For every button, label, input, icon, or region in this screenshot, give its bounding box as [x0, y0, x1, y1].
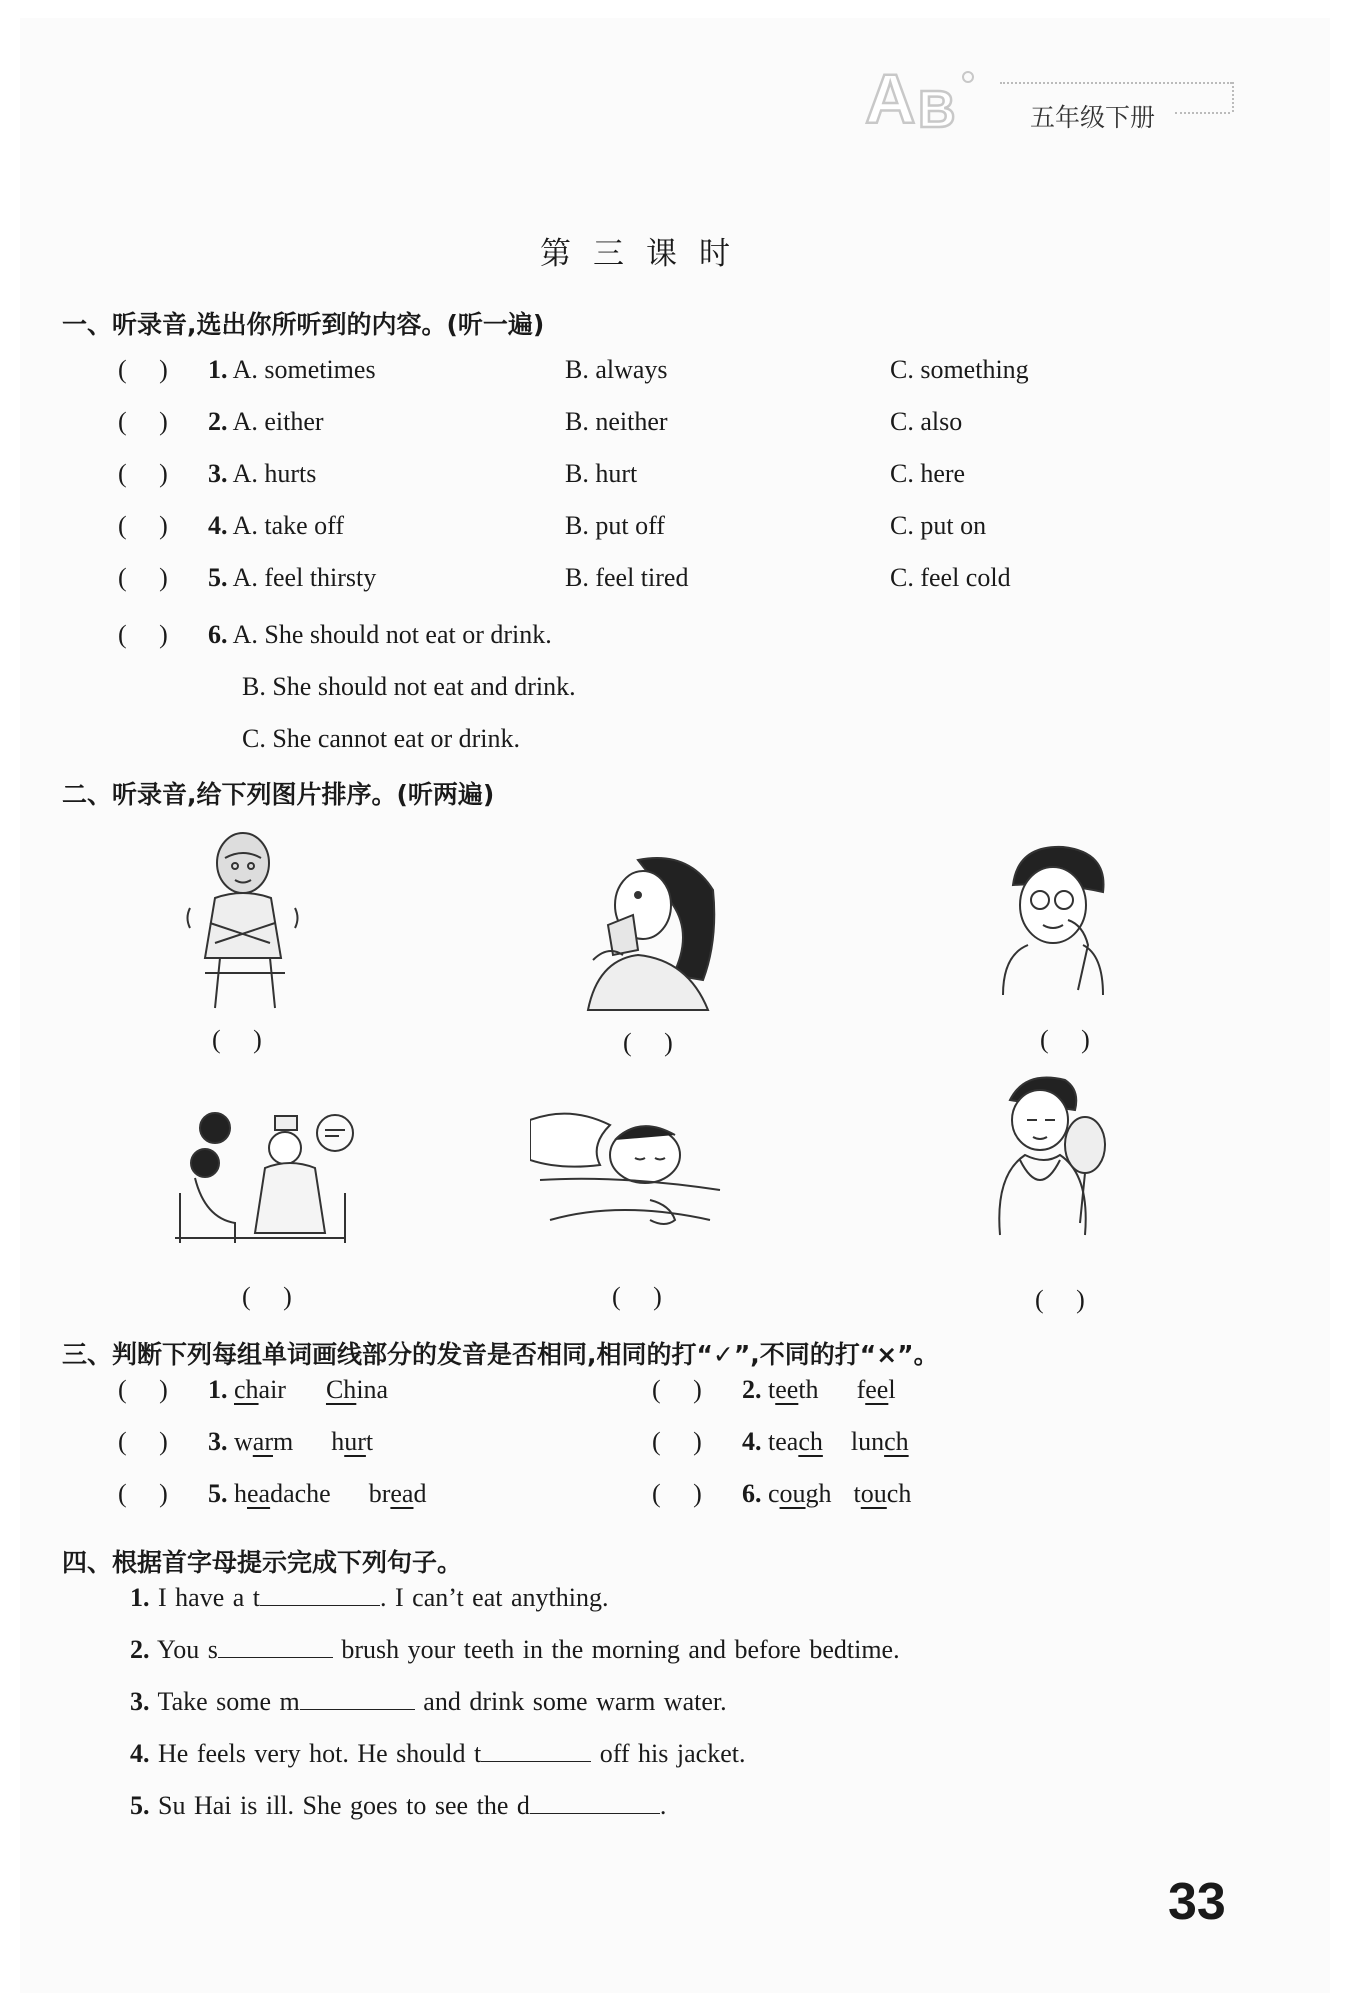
question-number: 1.	[130, 1583, 150, 1612]
sentence-end: off his jacket.	[591, 1739, 746, 1768]
option-b: B. hurt	[565, 459, 638, 488]
underlined-letters: ar	[252, 1427, 273, 1456]
word-part: ina	[356, 1375, 389, 1404]
answer-bracket[interactable]: ( )	[118, 511, 168, 540]
section4-title: 四、根据首字母提示完成下列句子。	[62, 1548, 463, 1577]
word-2	[326, 1375, 388, 1404]
answer-bracket[interactable]: ( )	[1040, 1025, 1090, 1054]
underlined-letters: ea	[390, 1479, 414, 1508]
answer-bracket[interactable]: ( )	[118, 1427, 168, 1456]
answer-bracket[interactable]: ( )	[1035, 1285, 1085, 1314]
question-row	[208, 459, 316, 489]
doctor-visit-icon	[175, 1108, 355, 1248]
answer-bracket[interactable]: ( )	[118, 355, 168, 384]
question-number: 5.	[130, 1791, 150, 1820]
sentence-row	[130, 1739, 745, 1769]
option-c: C. put on	[890, 511, 987, 540]
underlined-letters: ee	[775, 1375, 799, 1404]
option-c: C. something	[890, 355, 1029, 384]
word-1	[768, 1375, 819, 1404]
svg-text:A: A	[865, 60, 916, 135]
question-row	[208, 511, 344, 541]
word-1	[234, 1375, 286, 1404]
question-number: 2.	[208, 407, 228, 436]
word-pair	[208, 1427, 373, 1457]
word-part: gh	[805, 1479, 832, 1508]
word-part: h	[331, 1427, 345, 1456]
sentence-row	[130, 1635, 900, 1665]
question-number: 4.	[208, 511, 228, 540]
question-number: 4.	[130, 1739, 150, 1768]
underlined-letters: ea	[247, 1479, 271, 1508]
question-number: 1.	[208, 355, 228, 384]
word-part: l	[888, 1375, 896, 1404]
option-a: A. She should not eat or drink.	[232, 620, 552, 649]
answer-blank[interactable]	[260, 1583, 380, 1606]
header-rule	[1000, 82, 1232, 84]
answer-bracket[interactable]: ( )	[118, 459, 168, 488]
answer-bracket[interactable]: ( )	[118, 563, 168, 592]
answer-bracket[interactable]: ( )	[623, 1028, 673, 1057]
word-pair	[208, 1479, 426, 1509]
option-a: A. either	[232, 407, 324, 436]
underlined-letters: ou	[779, 1479, 806, 1508]
section2-title: 二、听录音,给下列图片排序。(听两遍)	[62, 780, 495, 809]
answer-bracket[interactable]: ( )	[612, 1282, 662, 1311]
option-a: A. hurts	[232, 459, 317, 488]
word-1	[234, 1427, 293, 1456]
answer-bracket[interactable]: ( )	[118, 1375, 168, 1404]
option-c: C. She cannot eat or drink.	[242, 724, 520, 753]
question-number: 2.	[130, 1635, 150, 1664]
option-a: A. take off	[232, 511, 345, 540]
word-1	[768, 1479, 832, 1508]
word-part: air	[258, 1375, 286, 1404]
question-number: 5.	[208, 563, 228, 592]
word-part: h	[234, 1479, 247, 1508]
word-2	[331, 1427, 373, 1456]
question-row	[208, 407, 324, 437]
answer-bracket[interactable]: ( )	[652, 1427, 702, 1456]
underlined-letters: Ch	[325, 1375, 357, 1404]
question-row	[208, 355, 376, 385]
option-b: B. always	[565, 355, 668, 384]
answer-bracket[interactable]: ( )	[212, 1025, 262, 1054]
page-number: 33	[1168, 1873, 1226, 1931]
underlined-letters: ch	[884, 1427, 909, 1456]
question-number: 3.	[208, 1427, 228, 1456]
option-b: B. She should not eat and drink.	[242, 672, 576, 701]
boy-toothache-icon	[998, 845, 1108, 995]
answer-bracket[interactable]: ( )	[242, 1282, 292, 1311]
option-c: C. here	[890, 459, 966, 488]
sentence-start: He feels very hot. He should t	[158, 1739, 482, 1768]
word-part: ch	[886, 1479, 912, 1508]
question-number: 1.	[208, 1375, 228, 1404]
question-number: 6.	[208, 620, 228, 649]
question-number: 5.	[208, 1479, 228, 1508]
man-hot-fan-icon	[985, 1075, 1115, 1245]
question-number: 2.	[742, 1375, 762, 1404]
word-pair	[742, 1479, 911, 1509]
option-c: C. also	[890, 407, 963, 436]
section3-title: 三、判断下列每组单词画线部分的发音是否相同,相同的打“✓”,不同的打“×”。	[62, 1340, 939, 1369]
word-pair	[742, 1375, 896, 1405]
answer-bracket[interactable]: ( )	[118, 1479, 168, 1508]
header-rule	[1232, 82, 1234, 112]
word-part: m	[272, 1427, 294, 1456]
girl-drinking-icon	[568, 850, 718, 1015]
option-b: B. put off	[565, 511, 665, 540]
word-pair	[742, 1427, 909, 1457]
word-part: t	[365, 1427, 374, 1456]
word-2	[857, 1375, 896, 1404]
sentence-start: Take some m	[157, 1687, 300, 1716]
sentence-end: brush your teeth in the morning and before bedtime.	[332, 1635, 900, 1664]
sentence-row	[130, 1791, 666, 1821]
option-b: B. feel tired	[565, 563, 689, 592]
question-number: 3.	[130, 1687, 150, 1716]
word-part: t	[853, 1479, 861, 1508]
sentence-row	[130, 1687, 727, 1717]
grade-label: 五年级下册	[1030, 103, 1156, 132]
option-b: B. neither	[565, 407, 668, 436]
old-woman-cold-icon	[185, 828, 300, 1013]
sentence-start: Su Hai is ill. She goes to see the d	[158, 1791, 530, 1820]
option-a: A. sometimes	[232, 355, 376, 384]
option-a: A. feel thirsty	[232, 563, 377, 592]
sentence-end: . I can’t eat anything.	[380, 1583, 609, 1612]
word-part: d	[413, 1479, 427, 1508]
answer-blank[interactable]	[481, 1739, 591, 1762]
answer-bracket[interactable]: ( )	[652, 1375, 702, 1404]
word-2	[854, 1479, 912, 1508]
underlined-letters: ur	[344, 1427, 366, 1456]
word-2	[851, 1427, 909, 1456]
underlined-letters: ch	[798, 1427, 823, 1456]
question-number: 6.	[742, 1479, 762, 1508]
answer-bracket[interactable]: ( )	[118, 620, 168, 649]
word-part: t	[768, 1375, 776, 1404]
answer-blank[interactable]	[530, 1791, 660, 1814]
answer-bracket[interactable]: ( )	[118, 407, 168, 436]
question-number: 3.	[208, 459, 228, 488]
word-part: c	[768, 1479, 780, 1508]
option-c: C. feel cold	[890, 563, 1011, 592]
man-sleeping-icon	[530, 1100, 730, 1240]
svg-text:B: B	[918, 81, 956, 135]
underlined-letters: ee	[865, 1375, 889, 1404]
section1-title: 一、听录音,选出你所听到的内容。(听一遍)	[62, 310, 545, 339]
header-rule	[1175, 112, 1230, 114]
word-1	[234, 1479, 331, 1508]
question-row	[208, 563, 376, 593]
underlined-letters: ch	[234, 1375, 259, 1404]
answer-blank[interactable]	[218, 1635, 333, 1658]
question-number: 4.	[742, 1427, 762, 1456]
word-part: tea	[768, 1427, 799, 1456]
word-part: lun	[850, 1427, 885, 1456]
underlined-letters: ou	[860, 1479, 887, 1508]
ab-logo-icon	[860, 55, 990, 135]
sentence-end: and drink some warm water.	[414, 1687, 727, 1716]
word-2	[369, 1479, 427, 1508]
word-part: w	[234, 1427, 253, 1456]
word-part: dache	[270, 1479, 331, 1508]
answer-blank[interactable]	[300, 1687, 415, 1710]
lesson-title: 第三课时	[540, 236, 752, 272]
word-pair	[208, 1375, 388, 1405]
word-part: br	[368, 1479, 391, 1508]
word-part: f	[856, 1375, 866, 1404]
sentence-end: .	[659, 1791, 667, 1820]
answer-bracket[interactable]: ( )	[652, 1479, 702, 1508]
sentence-start: I have a t	[158, 1583, 261, 1612]
sentence-row	[130, 1583, 608, 1613]
word-1	[768, 1427, 823, 1456]
word-part: th	[798, 1375, 819, 1404]
sentence-start: You s	[157, 1635, 218, 1664]
